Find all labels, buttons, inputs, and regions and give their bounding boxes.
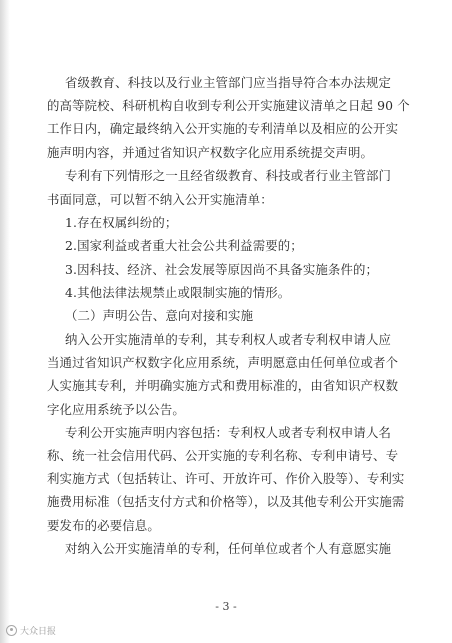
text-line: 专利有下列情形之一且经省级教育、科技或者行业主管部门 — [65, 168, 392, 183]
list-item: 2.国家利益或者重大社会公共利益需要的； — [65, 238, 303, 253]
text-line: 工作日内，确定最终纳入公开实施的专利清单以及相应的公开实 — [47, 121, 399, 136]
text-line: 要发布的必要信息。 — [47, 518, 160, 533]
text-line: 称、统一社会信用代码、公开实施的专利名称、专利申请号、专 — [47, 448, 399, 463]
text-line: 对纳入公开实施清单的专利，任何单位或者个人有意愿实施 — [65, 541, 392, 556]
text-line: 施声明内容，并通过省知识产权数字化应用系统提交声明。 — [47, 145, 374, 160]
text-line: 当通过省知识产权数字化应用系统，声明愿意由任何单位或者个 — [47, 355, 399, 370]
watermark-logo-icon — [6, 625, 17, 636]
watermark — [6, 624, 56, 637]
text-line: 利实施方式（包括转让、许可、开放许可、作价入股等）、专利实 — [47, 471, 405, 486]
list-item: 4.其他法律法规禁止或限制实施的情形。 — [65, 285, 291, 300]
text-line: 书面同意，可以暂不纳入公开实施清单： — [47, 192, 273, 207]
text-line: 纳入公开实施清单的专利，其专利权人或者专利权申请人应 — [65, 332, 392, 347]
page-number: - 3 - — [215, 600, 237, 613]
watermark-text: 大众日报 — [20, 627, 57, 637]
list-item: 3.因科技、经济、社会发展等原因尚不具备实施条件的； — [65, 262, 379, 277]
text-line: 专利公开实施声明内容包括：专利权人或者专利权申请人名 — [65, 425, 392, 440]
text-line: 的高等院校、科研机构自收到专利公开实施建议清单之日起 90 个 — [47, 98, 410, 113]
text-line: 人实施其专利，并明确实施方式和费用标准的，由省知识产权数 — [47, 378, 399, 393]
text-line: 施费用标准（包括支付方式和价格等），以及其他专利公开实施需 — [47, 494, 405, 509]
text-line: 省级教育、科技以及行业主管部门应当指导符合本办法规定 — [65, 75, 392, 90]
list-item: 1.存在权属纠纷的； — [65, 215, 178, 230]
text-line: 字化应用系统予以公告。 — [47, 402, 185, 417]
section-heading: （二）声明公告、意向对接和实施 — [65, 308, 254, 323]
